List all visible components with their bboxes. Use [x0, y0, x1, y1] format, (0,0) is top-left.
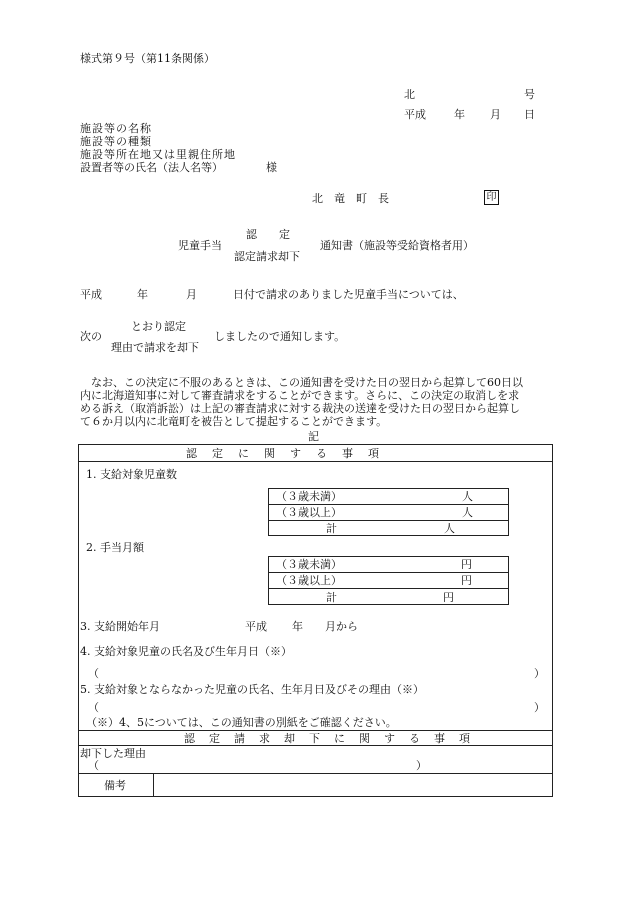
notice-line-3: める訴え（取消訴訟）は上記の審査請求に対する裁決の送達を受けた日の翌日から起算し [80, 402, 520, 415]
item4-close-paren: ） [534, 667, 545, 680]
item-monthly-amount-label: 2. 手当月額 [86, 541, 144, 554]
item-start-month-label: 3. 支給開始年月 [80, 620, 160, 633]
notice-line-4: て６か月以内に北竜町を被告として提起することができます。 [80, 415, 388, 428]
form-number: 様式第９号（第11条関係） [80, 52, 215, 65]
children-under3-label: （３歳未満） [276, 490, 342, 503]
body-option-reject: 理由で請求を却下 [111, 341, 199, 354]
item4-open-paren: （ [88, 667, 99, 680]
issuer-name: 北 竜 町 長 [312, 192, 389, 205]
body-line2-suffix: しましたので通知します。 [214, 330, 346, 343]
body-era: 平成 [80, 288, 102, 301]
reject-reason-label: 却下した理由 [80, 747, 146, 760]
title-prefix: 児童手当 [178, 239, 222, 252]
item-children-names-label: 4. 支給対象児童の氏名及び生年月日（※） [80, 645, 292, 658]
body-year: 年 [137, 288, 148, 301]
item5-close-paren: ） [534, 701, 545, 714]
title-option-reject: 認定請求却下 [234, 250, 300, 263]
addressee-founder-name: 設置者等の氏名（法人名等） [80, 161, 223, 174]
children-under3-unit: 人 [462, 490, 473, 503]
children-over3-label: （３歳以上） [276, 506, 342, 519]
addressee-facility-name: 施設等の名称 [80, 122, 152, 135]
start-month: 月から [325, 620, 358, 633]
children-over3-unit: 人 [462, 506, 473, 519]
amount-over3-unit: 円 [461, 574, 472, 587]
title-suffix: 通知書（施設等受給資格者用） [320, 239, 474, 252]
start-era: 平成 [245, 620, 267, 633]
notice-line-2: 内に北海道知事に対して審査請求をすることができます。さらに、この決定の取消しを求 [80, 389, 520, 402]
seal-box: 印 [484, 190, 499, 205]
date-month: 月 [490, 108, 501, 121]
amount-over3-label: （３歳以上） [276, 574, 342, 587]
addressee-address: 施設等所在地又は里親住所地 [80, 148, 236, 161]
date-year: 年 [454, 108, 465, 121]
doc-number-prefix: 北 [404, 88, 415, 101]
reject-open-paren: （ [88, 759, 99, 772]
start-year: 年 [292, 620, 303, 633]
section-approval-header: 認定に関する事項 [186, 447, 394, 460]
amount-total-label: 計 [326, 591, 337, 604]
attachment-note: （※）4、5については、この通知書の別紙をご確認ください。 [86, 716, 397, 729]
amount-under3-unit: 円 [461, 558, 472, 571]
notice-line-1: なお、この決定に不服のあるときは、この通知書を受けた日の翌日から起算して60日以 [91, 376, 523, 389]
body-line1-rest: 日付で請求のありました児童手当については、 [233, 288, 464, 301]
body-option-approval: とおり認定 [131, 320, 186, 333]
item-children-count-label: 1. 支給対象児童数 [86, 468, 177, 481]
amount-total-unit: 円 [443, 591, 454, 604]
date-era: 平成 [404, 108, 426, 121]
section-reject-header: 認定請求却下に関する事項 [184, 732, 484, 745]
doc-number-suffix: 号 [524, 88, 535, 101]
children-total-label: 計 [326, 522, 337, 535]
item-excluded-children-label: 5. 支給対象とならなかった児童の氏名、生年月日及びその理由（※） [80, 683, 424, 696]
remarks-label: 備考 [104, 779, 126, 792]
item5-open-paren: （ [88, 701, 99, 714]
body-month: 月 [186, 288, 197, 301]
amount-under3-label: （３歳未満） [276, 558, 342, 571]
addressee-sama: 様 [266, 161, 277, 174]
children-total-unit: 人 [444, 522, 455, 535]
body-line2-prefix: 次の [80, 330, 102, 343]
title-option-approval: 認 定 [246, 228, 290, 241]
date-day: 日 [524, 108, 535, 121]
ki-heading: 記 [308, 430, 319, 443]
reject-close-paren: ） [416, 759, 427, 772]
addressee-facility-type: 施設等の種類 [80, 135, 152, 148]
